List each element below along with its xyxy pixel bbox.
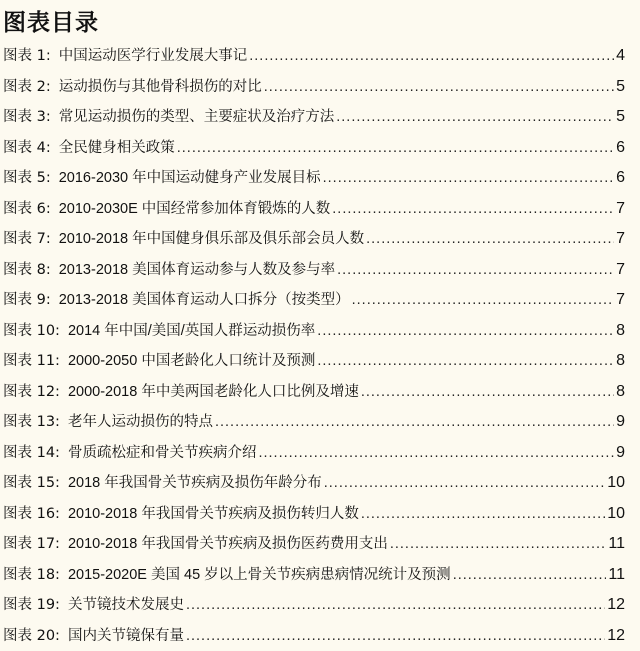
figure-title[interactable]: 运动损伤与其他骨科损伤的对比 xyxy=(59,72,262,103)
dot-leader xyxy=(352,285,614,316)
figure-label: 图表 20: xyxy=(3,621,60,651)
toc-entry[interactable] xyxy=(3,529,625,560)
figure-label: 图表 18: xyxy=(3,560,60,591)
page-number: 11 xyxy=(608,560,625,591)
dot-leader xyxy=(332,194,614,225)
page-number: 4 xyxy=(616,41,625,72)
figure-label: 图表 6: xyxy=(3,194,51,225)
figure-label: 图表 4: xyxy=(3,133,51,164)
toc-entry[interactable] xyxy=(3,285,625,316)
figure-label: 图表 14: xyxy=(3,438,60,469)
figure-label: 图表 16: xyxy=(3,499,60,530)
toc-entry[interactable] xyxy=(3,377,625,408)
page-number: 6 xyxy=(616,163,625,194)
figure-title[interactable]: 2014 年中国/美国/英国人群运动损伤率 xyxy=(68,316,315,347)
figure-list xyxy=(3,41,625,651)
page-number: 10 xyxy=(607,499,625,530)
page-number: 8 xyxy=(616,316,625,347)
toc-entry[interactable] xyxy=(3,438,625,469)
page-number: 12 xyxy=(607,621,625,651)
figure-label: 图表 7: xyxy=(3,224,51,255)
dot-leader xyxy=(317,316,614,347)
dot-leader xyxy=(366,224,614,255)
figure-title[interactable]: 2013-2018 美国体育运动人口拆分（按类型） xyxy=(59,285,350,316)
page-number: 8 xyxy=(616,346,625,377)
figure-title[interactable]: 中国运动医学行业发展大事记 xyxy=(59,41,248,72)
figure-title[interactable]: 2013-2018 美国体育运动参与人数及参与率 xyxy=(59,255,335,286)
figure-label: 图表 3: xyxy=(3,102,51,133)
page-number: 11 xyxy=(608,529,625,560)
page-number: 5 xyxy=(616,102,625,133)
dot-leader xyxy=(249,41,614,72)
figure-label: 图表 17: xyxy=(3,529,60,560)
figure-title[interactable]: 国内关节镜保有量 xyxy=(68,621,184,651)
figure-title[interactable]: 全民健身相关政策 xyxy=(59,133,175,164)
toc-entry[interactable] xyxy=(3,468,625,499)
page-number: 7 xyxy=(616,285,625,316)
figure-label: 图表 13: xyxy=(3,407,60,438)
toc-entry[interactable] xyxy=(3,133,625,164)
toc-entry[interactable] xyxy=(3,194,625,225)
dot-leader xyxy=(361,499,605,530)
toc-entry[interactable] xyxy=(3,102,625,133)
page-number: 7 xyxy=(616,255,625,286)
toc-entry[interactable] xyxy=(3,255,625,286)
figure-title[interactable]: 2000-2018 年中美两国老龄化人口比例及增速 xyxy=(68,377,359,408)
figure-title[interactable]: 2018 年我国骨关节疾病及损伤年龄分布 xyxy=(68,468,322,499)
toc-entry[interactable] xyxy=(3,224,625,255)
figure-title[interactable]: 2016-2030 年中国运动健身产业发展目标 xyxy=(59,163,321,194)
figure-label: 图表 10: xyxy=(3,316,60,347)
figure-label: 图表 15: xyxy=(3,468,60,499)
figure-label: 图表 2: xyxy=(3,72,51,103)
dot-leader xyxy=(258,438,614,469)
figure-title[interactable]: 关节镜技术发展史 xyxy=(68,590,184,621)
figure-title[interactable]: 2015-2020E 美国 45 岁以上骨关节疾病患病情况统计及预测 xyxy=(68,560,451,591)
page-number: 8 xyxy=(616,377,625,408)
dot-leader xyxy=(390,529,607,560)
toc-entry[interactable] xyxy=(3,621,625,651)
dot-leader xyxy=(361,377,614,408)
toc-entry[interactable] xyxy=(3,499,625,530)
figure-title[interactable]: 老年人运动损伤的特点 xyxy=(68,407,213,438)
figure-label: 图表 19: xyxy=(3,590,60,621)
dot-leader xyxy=(186,621,605,651)
dot-leader xyxy=(215,407,614,438)
page-number: 6 xyxy=(616,133,625,164)
dot-leader xyxy=(336,102,614,133)
page-number: 10 xyxy=(607,468,625,499)
figure-title[interactable]: 2010-2030E 中国经常参加体育锻炼的人数 xyxy=(59,194,331,225)
dot-leader xyxy=(186,590,605,621)
figure-label: 图表 1: xyxy=(3,41,51,72)
page-number: 7 xyxy=(616,224,625,255)
toc-entry[interactable] xyxy=(3,590,625,621)
figure-title[interactable]: 骨质疏松症和骨关节疾病介绍 xyxy=(68,438,257,469)
dot-leader xyxy=(324,468,605,499)
toc-entry[interactable] xyxy=(3,316,625,347)
figure-title[interactable]: 2010-2018 年我国骨关节疾病及损伤转归人数 xyxy=(68,499,359,530)
page-number: 7 xyxy=(616,194,625,225)
dot-leader xyxy=(453,560,607,591)
figure-title[interactable]: 2010-2018 年中国健身俱乐部及俱乐部会员人数 xyxy=(59,224,364,255)
figure-title[interactable]: 2010-2018 年我国骨关节疾病及损伤医药费用支出 xyxy=(68,529,388,560)
figure-label: 图表 5: xyxy=(3,163,51,194)
figure-label: 图表 8: xyxy=(3,255,51,286)
figure-title[interactable]: 2000-2050 中国老龄化人口统计及预测 xyxy=(68,346,315,377)
toc-entry[interactable] xyxy=(3,407,625,438)
page-title: 图表目录 xyxy=(3,4,99,37)
dot-leader xyxy=(264,72,614,103)
toc-entry[interactable] xyxy=(3,346,625,377)
page-number: 9 xyxy=(616,438,625,469)
toc-entry[interactable] xyxy=(3,72,625,103)
figure-label: 图表 12: xyxy=(3,377,60,408)
dot-leader xyxy=(317,346,614,377)
toc-entry[interactable] xyxy=(3,560,625,591)
dot-leader xyxy=(323,163,614,194)
figure-label: 图表 9: xyxy=(3,285,51,316)
toc-entry[interactable] xyxy=(3,41,625,72)
dot-leader xyxy=(177,133,614,164)
figure-title[interactable]: 常见运动损伤的类型、主要症状及治疗方法 xyxy=(59,102,335,133)
page-number: 5 xyxy=(616,72,625,103)
figure-label: 图表 11: xyxy=(3,346,60,377)
toc-entry[interactable] xyxy=(3,163,625,194)
page-number: 12 xyxy=(607,590,625,621)
dot-leader xyxy=(337,255,614,286)
page-number: 9 xyxy=(616,407,625,438)
